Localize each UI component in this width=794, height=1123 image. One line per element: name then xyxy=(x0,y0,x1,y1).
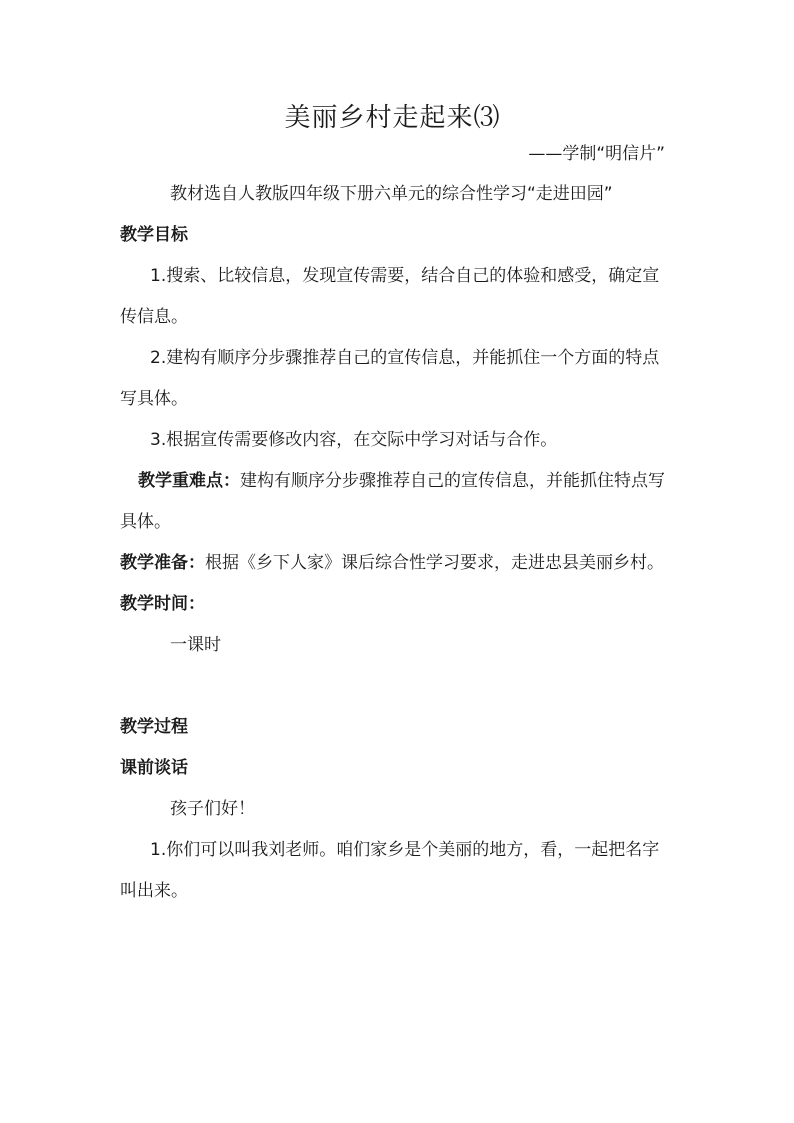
objective-item: 2.建构有顺序分步骤推荐自己的宣传信息，并能抓住一个方面的特点写具体。 xyxy=(120,348,660,409)
preparation-label: 教学准备： xyxy=(120,553,205,573)
document-body xyxy=(120,96,665,912)
time-heading: 教学时间： xyxy=(120,594,205,614)
spacer xyxy=(120,666,665,707)
objective-item: 3.根据宣传需要修改内容，在交际中学习对话与合作。 xyxy=(150,430,558,450)
talk-item: 1.你们可以叫我刘老师。咱们家乡是个美丽的地方，看，一起把名字叫出来。 xyxy=(120,840,660,901)
key-points-text: 建构有顺序分步骤推荐自己的宣传信息，并能抓住特点写具体。 xyxy=(120,471,665,532)
document-title: 美丽乡村走起来⑶ xyxy=(284,103,501,133)
greeting-line: 孩子们好！ xyxy=(170,799,255,819)
document-subtitle: ——学制“明信片” xyxy=(528,144,665,164)
key-points-paragraph xyxy=(120,461,665,543)
process-heading: 教学过程 xyxy=(120,717,188,737)
pre-talk-heading: 课前谈话 xyxy=(120,758,188,778)
preparation-paragraph xyxy=(120,543,665,584)
objective-item: 1.搜索、比较信息，发现宣传需要，结合自己的体验和感受，确定宣传信息。 xyxy=(120,266,660,327)
objectives-heading: 教学目标 xyxy=(120,225,188,245)
key-points-label: 教学重难点： xyxy=(138,471,240,491)
preparation-text: 根据《乡下人家》课后综合性学习要求，走进忠县美丽乡村。 xyxy=(205,553,664,573)
time-value: 一课时 xyxy=(170,635,221,655)
intro-paragraph: 教材选自人教版四年级下册六单元的综合性学习“走进田园” xyxy=(170,184,613,204)
